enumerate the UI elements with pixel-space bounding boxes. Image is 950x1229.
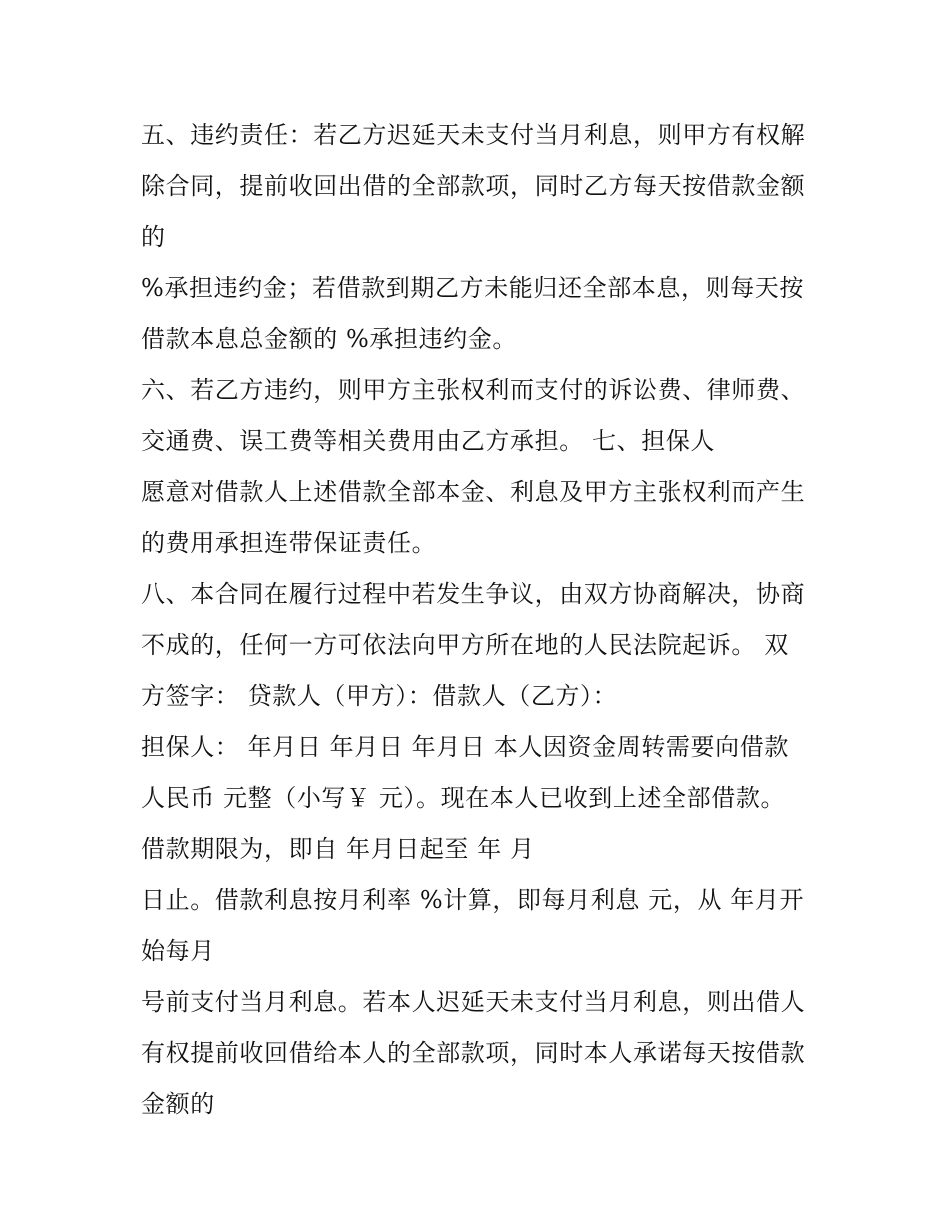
text-line: 的: [141, 223, 166, 251]
text-line: 号前支付当月利息。若本人迟延天未支付当月利息，则出借人: [141, 988, 806, 1016]
contract-text-body: [141, 110, 831, 1130]
text-line: 日止。借款利息按月利率 %计算，即每月利息 元，从 年月开: [141, 886, 805, 914]
text-line: 金额的: [141, 1090, 215, 1118]
text-line: 的费用承担连带保证责任。: [141, 529, 437, 557]
text-line: 借款本息总金额的 %承担违约金。: [141, 325, 518, 353]
text-line: 借款期限为，即自 年月日起至 年 月: [141, 835, 535, 863]
text-line: 人民币 元整（小写￥ 元）。现在本人已收到上述全部借款。: [141, 784, 786, 812]
text-line: %承担违约金；若借款到期乙方未能归还全部本息，则每天按: [141, 274, 805, 302]
text-line: 除合同，提前收回出借的全部款项，同时乙方每天按借款金额: [141, 172, 806, 200]
text-line: 八、本合同在履行过程中若发生争议，由双方协商解决，协商: [141, 580, 806, 608]
text-line: 愿意对借款人上述借款全部本金、利息及甲方主张权利而产生: [141, 478, 806, 506]
text-line: 始每月: [141, 937, 215, 965]
text-line: 有权提前收回借给本人的全部款项，同时本人承诺每天按借款: [141, 1039, 806, 1067]
text-line: 交通费、误工费等相关费用由乙方承担。 七、担保人: [141, 427, 716, 455]
text-line: 担保人： 年月日 年月日 年月日 本人因资金周转需要向借款: [141, 733, 789, 761]
text-line: 五、违约责任：若乙方迟延天未支付当月利息，则甲方有权解: [141, 121, 806, 149]
text-line: 不成的，任何一方可依法向甲方所在地的人民法院起诉。 双: [141, 631, 789, 659]
text-line: 方签字： 贷款人（甲方）：借款人（乙方）：: [141, 682, 618, 710]
text-line: 六、若乙方违约，则甲方主张权利而支付的诉讼费、律师费、: [141, 376, 806, 404]
